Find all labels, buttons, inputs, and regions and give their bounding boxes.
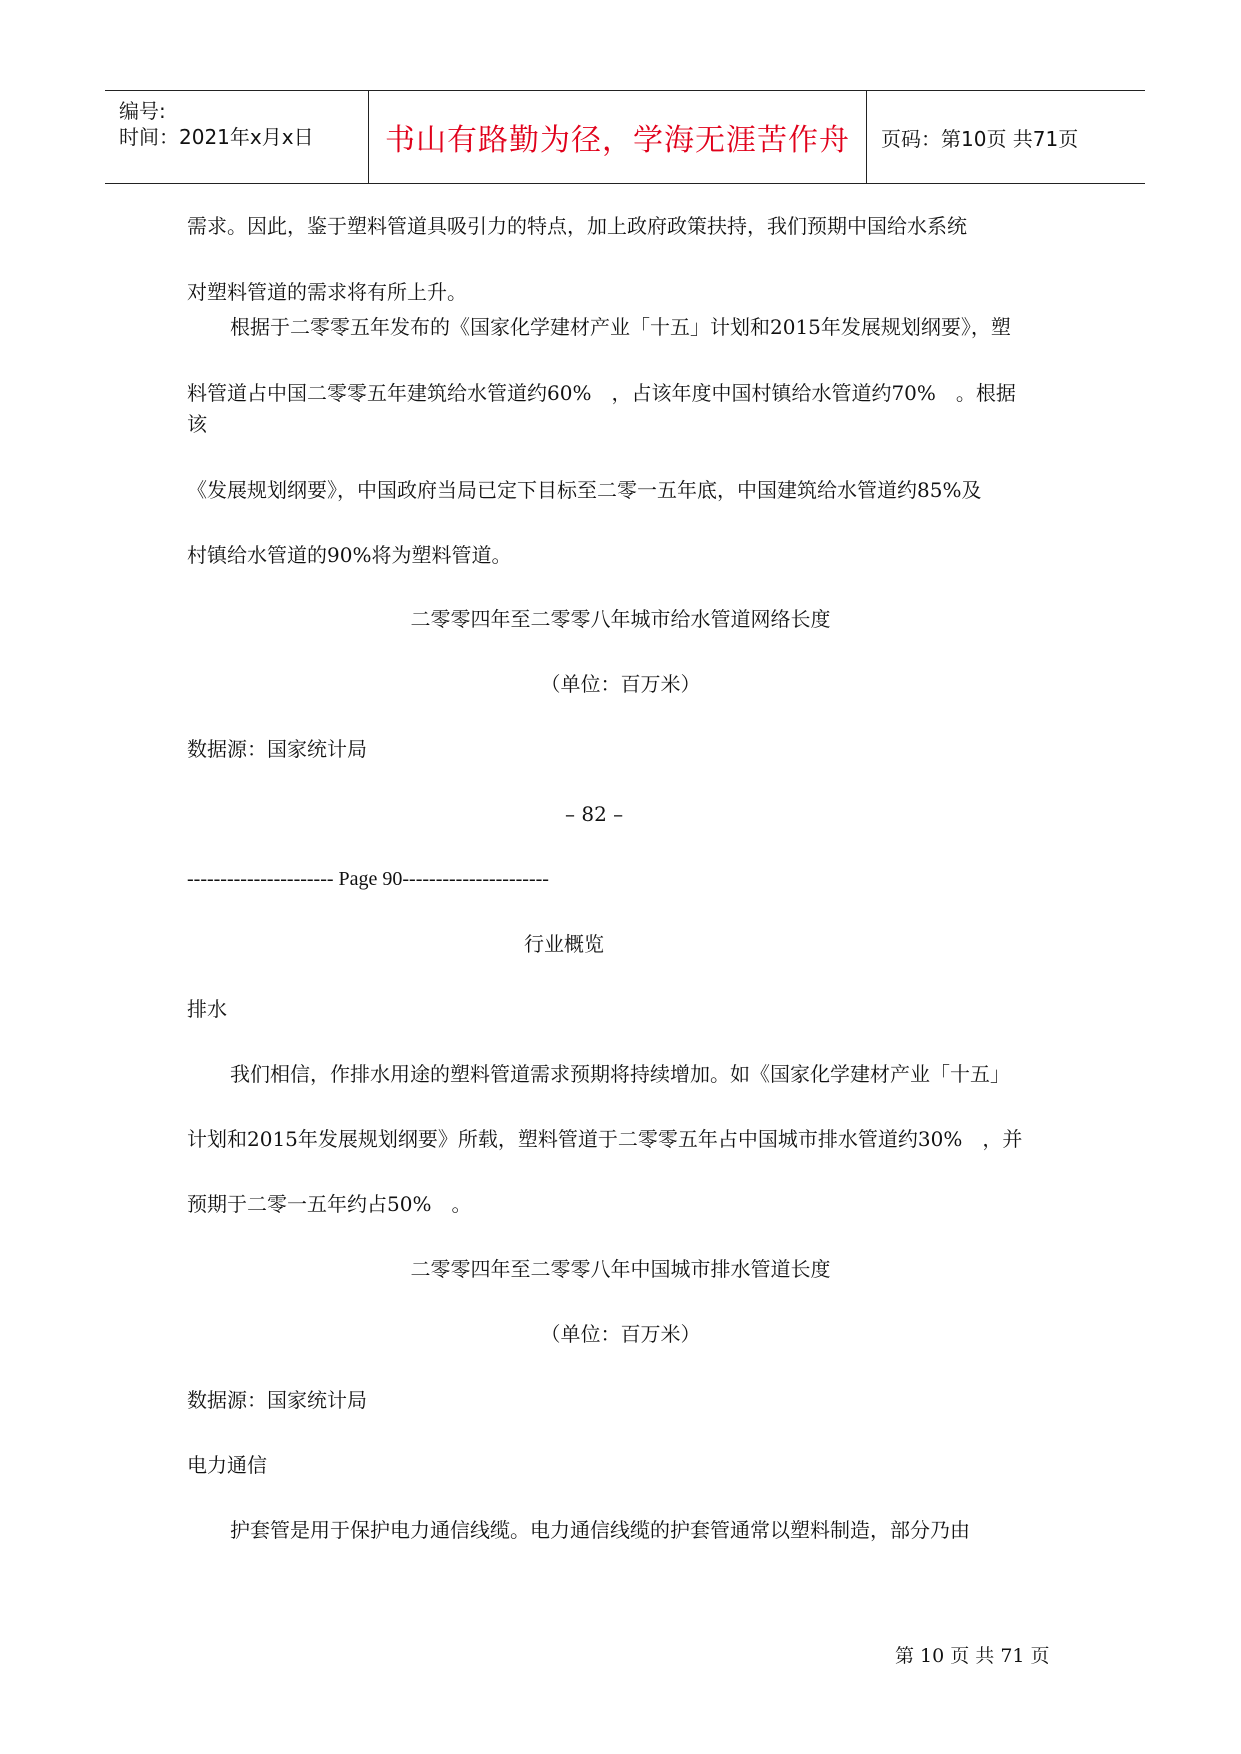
page-break-marker: ---------------------- Page 90---------------------- (187, 868, 549, 890)
header-page-info: 页码：第10页 共71页 (881, 126, 1079, 151)
paragraph-line: 对塑料管道的需求将有所上升。 (187, 280, 467, 304)
paragraph-line: 村镇给水管道的90%将为塑料管道。 (187, 543, 512, 567)
serial-label: 编号: (119, 99, 166, 123)
data-source: 数据源：国家统计局 (187, 737, 367, 761)
motto-text: 书山有路勤为径，学海无涯苦作舟 (385, 123, 850, 158)
paragraph-line: 护套管是用于保护电力通信线缆。电力通信线缆的护套管通常以塑料制造，部分乃由 (230, 1518, 970, 1542)
footer-page-number: 第 10 页 共 71 页 (895, 1645, 1050, 1667)
page-header (105, 90, 1145, 184)
paragraph-line: 料管道占中国二零零五年建筑给水管道约60% ，占该年度中国村镇给水管道约70% 。根据 (187, 381, 1016, 405)
paragraph-line: 计划和2015年发展规划纲要》所载，塑料管道于二零零五年占中国城市排水管道约30% ，并 (187, 1127, 1023, 1151)
time-label: 时间：2021年x月x日 (119, 125, 314, 149)
paragraph-line: 预期于二零一五年约占50% 。 (187, 1192, 472, 1216)
paragraph-line: 根据于二零零五年发布的《国家化学建材产业「十五」计划和2015年发展规划纲要》，塑 (230, 315, 1011, 339)
paragraph-line: 我们相信，作排水用途的塑料管道需求预期将持续增加。如《国家化学建材产业「十五」 (230, 1062, 1010, 1086)
header-left-cell (105, 91, 369, 183)
header-right-cell (867, 91, 1145, 183)
section-header: 行业概览 (524, 932, 604, 956)
table-title: 二零零四年至二零零八年城市给水管道网络长度 (410, 607, 831, 631)
paragraph-line: 《发展规划纲要》，中国政府当局已定下目标至二零一五年底，中国建筑给水管道约85%及 (187, 478, 982, 502)
paragraph-line: 该 (187, 412, 207, 436)
table-unit: （单位：百万米） (540, 672, 701, 696)
section-heading-drainage: 排水 (187, 997, 227, 1021)
section-heading-power: 电力通信 (187, 1453, 267, 1477)
table-unit: （单位：百万米） (540, 1322, 701, 1346)
header-middle-cell (369, 91, 867, 183)
data-source: 数据源：国家统计局 (187, 1388, 367, 1412)
paragraph-line: 需求。因此，鉴于塑料管道具吸引力的特点，加上政府政策扶持，我们预期中国给水系统 (187, 214, 967, 238)
table-title: 二零零四年至二零零八年中国城市排水管道长度 (410, 1257, 831, 1281)
page-number-marker: – 82 – (565, 802, 624, 826)
